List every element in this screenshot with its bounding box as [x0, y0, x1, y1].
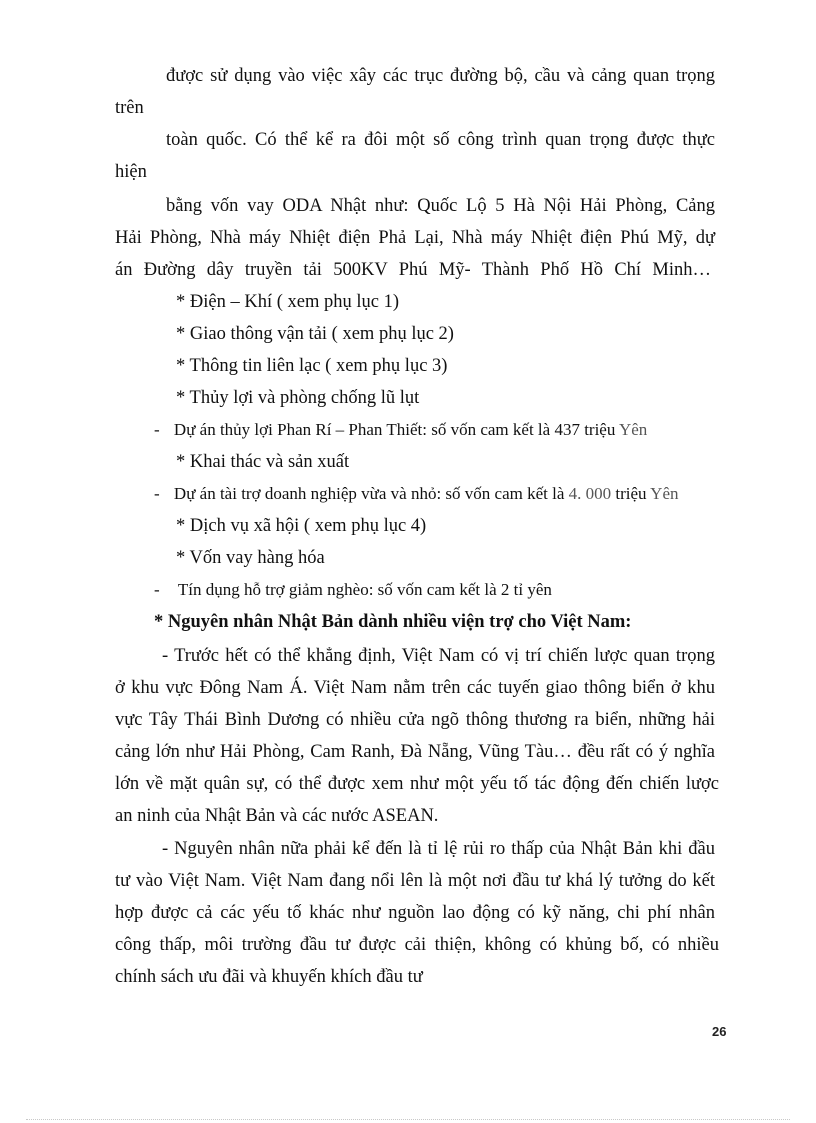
paragraph-line: tư vào Việt Nam. Việt Nam đang nổi lên là một nơi đầu tư khá lý tưởng do kết — [115, 871, 715, 891]
project-text: Tín dụng hỗ trợ giảm nghèo: số vốn cam kết là — [177, 580, 501, 599]
page-edge-divider — [26, 1119, 790, 1120]
paragraph-line: toàn quốc. Có thể kể ra đôi một số công trình quan trọng được thực — [166, 130, 715, 150]
project-item — [154, 419, 647, 441]
paragraph-line: hiện — [115, 162, 147, 182]
project-currency: Yên — [618, 420, 648, 439]
project-text: Dự án tài trợ doanh nghiệp vừa và nhỏ: số vốn cam kết là — [173, 484, 569, 503]
paragraph-line: được sử dụng vào việc xây các trục đường bộ, cầu và cảng quan trọng — [166, 66, 715, 86]
paragraph-line: ở khu vực Đông Nam Á. Việt Nam nằm trên các tuyến giao thông biển ở khu — [115, 678, 715, 698]
sector-item: * Giao thông vận tải ( xem phụ lục 2) — [176, 324, 454, 344]
project-amount: 2 — [500, 580, 510, 599]
page-number: 26 — [712, 1024, 727, 1039]
paragraph-line: cảng lớn như Hải Phòng, Cam Ranh, Đà Nẵng, Vũng Tàu… đều rất có ý nghĩa — [115, 742, 715, 762]
paragraph-line: án Đường dây truyền tải 500KV Phú Mỹ- Thành Phố Hồ Chí Minh… — [115, 260, 711, 280]
paragraph-line: trên — [115, 98, 144, 118]
paragraph-line: - Trước hết có thể khẳng định, Việt Nam có vị trí chiến lược quan trọng — [162, 646, 715, 666]
paragraph-line: hợp được cả các yếu tố khác như nguồn lao động có kỹ năng, chi phí nhân — [115, 903, 715, 923]
sector-item: * Dịch vụ xã hội ( xem phụ lục 4) — [176, 516, 427, 536]
project-unit: triệu — [611, 484, 651, 503]
paragraph-line: bằng vốn vay ODA Nhật như: Quốc Lộ 5 Hà Nội Hải Phòng, Cảng — [166, 196, 715, 216]
project-unit: triệu — [579, 420, 619, 439]
paragraph-line: - Nguyên nhân nữa phải kể đến là tỉ lệ rủi ro thấp của Nhật Bản khi đầu — [162, 839, 715, 859]
dash-bullet: - — [154, 420, 160, 439]
sector-item: * Vốn vay hàng hóa — [176, 548, 325, 568]
section-heading: * Nguyên nhân Nhật Bản dành nhiều viện trợ cho Việt Nam: — [154, 612, 632, 632]
project-unit: tỉ yên — [509, 580, 552, 599]
project-item — [154, 483, 679, 505]
project-item — [154, 579, 552, 601]
paragraph-line: lớn về mặt quân sự, có thể được xem như một yếu tố tác động đến chiến lược — [115, 774, 719, 794]
sector-item: * Thông tin liên lạc ( xem phụ lục 3) — [176, 356, 448, 376]
paragraph-line: vực Tây Thái Bình Dương có nhiều cửa ngõ thông thương ra biển, những hải — [115, 710, 715, 730]
paragraph-line: an ninh của Nhật Bản và các nước ASEAN. — [115, 806, 439, 826]
project-text: Dự án thủy lợi Phan Rí – Phan Thiết: số vốn cam kết là — [173, 420, 555, 439]
sector-item: * Thủy lợi và phòng chống lũ lụt — [176, 388, 420, 408]
project-amount: 4. 000 — [568, 484, 612, 503]
project-currency: Yên — [650, 484, 679, 503]
dash-bullet: - — [154, 580, 160, 599]
paragraph-line: chính sách ưu đãi và khuyến khích đầu tư — [115, 967, 423, 987]
sector-item: * Khai thác và sản xuất — [176, 452, 350, 472]
paragraph-line: Hải Phòng, Nhà máy Nhiệt điện Phả Lại, Nhà máy Nhiệt điện Phú Mỹ, dự — [115, 228, 715, 248]
dash-bullet: - — [154, 484, 160, 503]
sector-item: * Điện – Khí ( xem phụ lục 1) — [176, 292, 399, 312]
project-amount: 437 — [554, 420, 580, 439]
paragraph-line: công thấp, môi trường đầu tư được cải thiện, không có khủng bố, có nhiều — [115, 935, 719, 955]
